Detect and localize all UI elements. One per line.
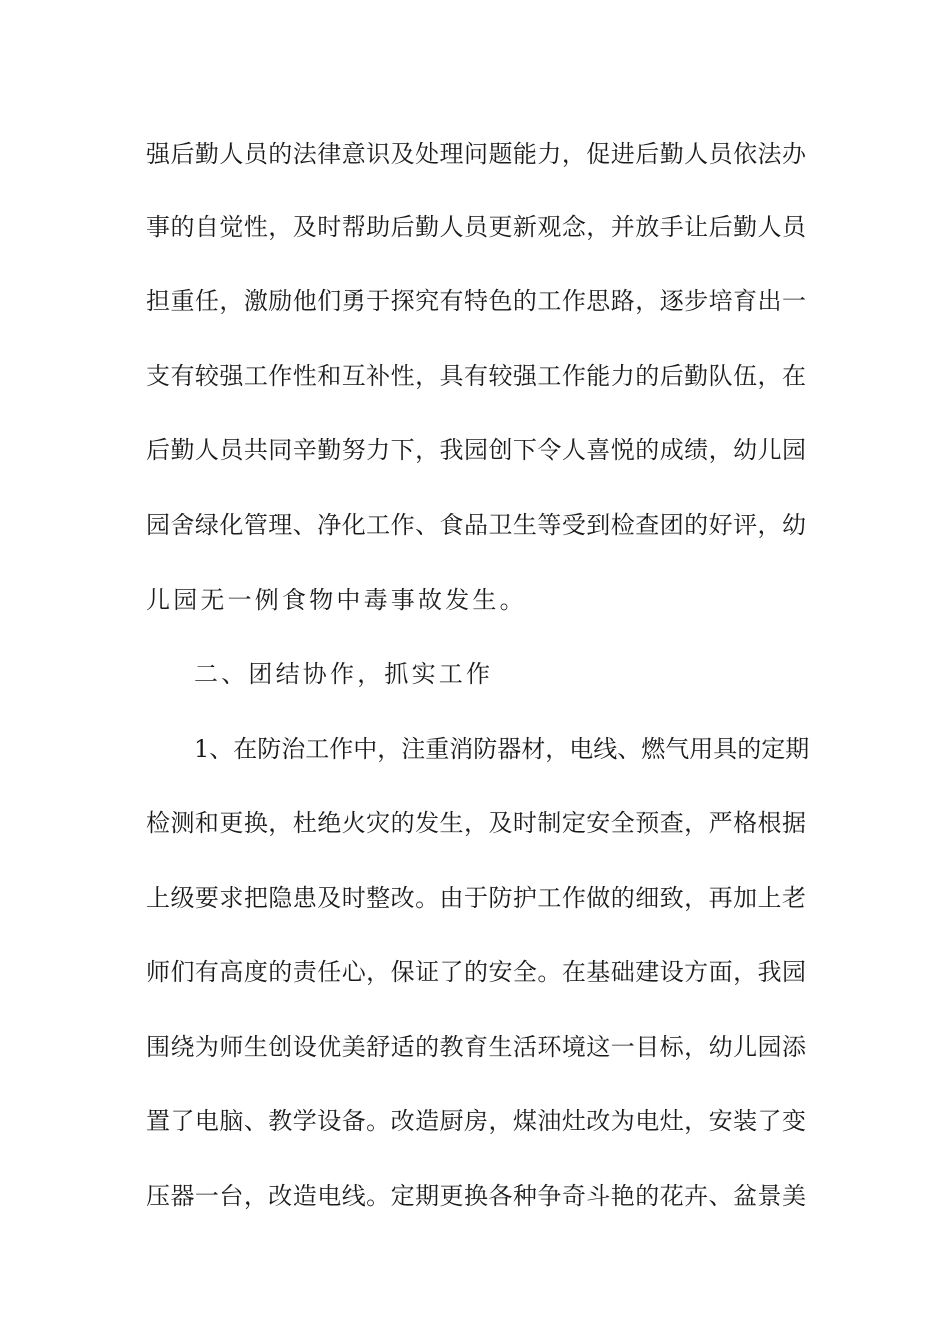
text-line: 检测和更换，杜绝火灾的发生，及时制定安全预查，严格根据 <box>146 809 806 837</box>
text-line: 压器一台，改造电线。定期更换各种争奇斗艳的花卉、盆景美 <box>146 1182 806 1210</box>
text-line: 事的自觉性，及时帮助后勤人员更新观念，并放手让后勤人员 <box>146 213 806 241</box>
text-line: 师们有高度的责任心，保证了的安全。在基础建设方面，我园 <box>146 958 806 986</box>
text-line: 1、在防治工作中，注重消防器材，电线、燃气用具的定期 <box>194 735 810 763</box>
text-line: 儿园无一例食物中毒事故发生。 <box>146 586 527 614</box>
text-line: 强后勤人员的法律意识及处理问题能力，促进后勤人员依法办 <box>146 140 806 168</box>
text-line: 上级要求把隐患及时整改。由于防护工作做的细致，再加上老 <box>146 884 806 912</box>
text-line: 园舍绿化管理、净化工作、食品卫生等受到检查团的好评，幼 <box>146 511 806 539</box>
text-line: 后勤人员共同辛勤努力下，我园创下令人喜悦的成绩，幼儿园 <box>146 436 806 464</box>
section-heading: 二、团结协作，抓实工作 <box>194 660 494 688</box>
text-line: 支有较强工作性和互补性，具有较强工作能力的后勤队伍，在 <box>146 362 806 390</box>
text-line: 置了电脑、教学设备。改造厨房，煤油灶改为电灶，安装了变 <box>146 1107 806 1135</box>
text-line: 担重任，激励他们勇于探究有特色的工作思路，逐步培育出一 <box>146 287 806 315</box>
text-line: 围绕为师生创设优美舒适的教育生活环境这一目标，幼儿园添 <box>146 1033 806 1061</box>
